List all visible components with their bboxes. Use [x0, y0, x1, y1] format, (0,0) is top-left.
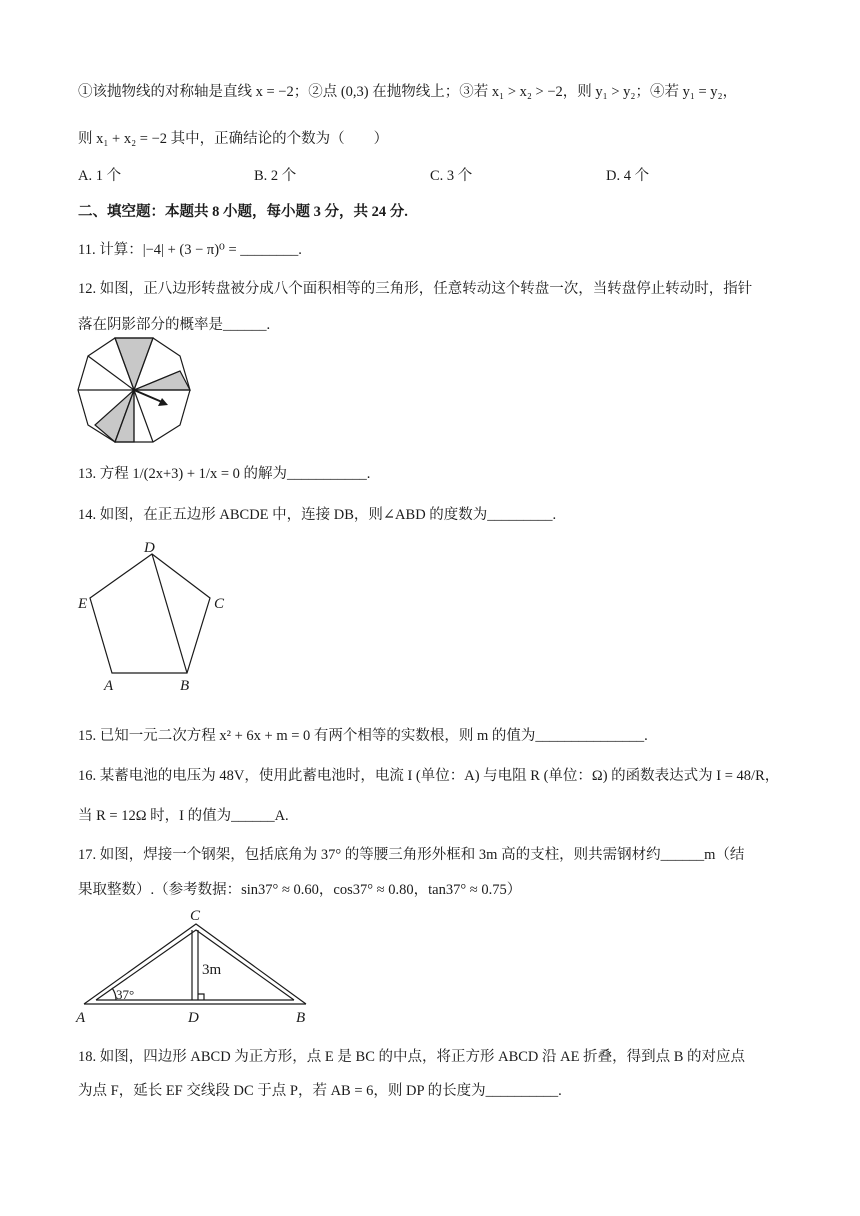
steel-frame-figure [74, 906, 324, 1026]
q10-statement-line2: 则 x₁ + x₂ = −2 其中，正确结论的个数为（ ） [78, 131, 389, 147]
question-17-line2: 果取整数）.（参考数据：sin37° ≈ 0.60，cos37° ≈ 0.80，tan37° ≈ 0.75） [78, 882, 522, 898]
label-c: C [190, 908, 201, 924]
q10-option-d: D. 4 个 [606, 168, 650, 184]
q10-statement-line1: ①该抛物线的对称轴是直线 x = −2；②点 (0,3) 在抛物线上；③若 x₁ > x₂ > −2，则 y₁ > y₂；④若 y₁ = y₂， [78, 84, 738, 100]
q10-option-a: A. 1 个 [78, 168, 122, 184]
pentagon-outline [90, 554, 210, 673]
shaded-sector-top [115, 338, 153, 390]
label-b: B [180, 678, 190, 694]
question-18-line1: 18. 如图，四边形 ABCD 为正方形，点 E 是 BC 的中点，将正方形 ABCD 沿 AE 折叠，得到点 B 的对应点 [78, 1049, 746, 1065]
label-b: B [296, 1010, 306, 1026]
question-16-line1: 16. 某蓄电池的电压为 48V，使用此蓄电池时，电流 I (单位：A) 与电阻 R (单位：Ω) 的函数表达式为 I = 48/R， [78, 768, 780, 784]
question-12-line2: 落在阴影部分的概率是______. [78, 317, 271, 333]
label-d: D [188, 1010, 199, 1026]
octagon-spinner-figure [74, 336, 200, 444]
question-18-line2: 为点 F，延长 EF 交线段 DC 于点 P，若 AB = 6，则 DP 的长度为__________. [78, 1083, 562, 1099]
segment-db [152, 554, 187, 673]
q10-option-b: B. 2 个 [254, 168, 297, 184]
question-12-line1: 12. 如图，正八边形转盘被分成八个面积相等的三角形，任意转动这个转盘一次，当转盘停止转动时，指针 [78, 281, 753, 297]
pentagon-figure [74, 536, 234, 694]
label-a: A [76, 1010, 86, 1026]
section-heading: 二、填空题：本题共 8 小题，每小题 3 分，共 24 分. [78, 204, 408, 220]
question-13: 13. 方程 1/(2x+3) + 1/x = 0 的解为___________. [78, 466, 371, 482]
label-e: E [78, 596, 88, 612]
question-14: 14. 如图，在正五边形 ABCDE 中，连接 DB，则∠ABD 的度数为_________. [78, 507, 557, 523]
question-15: 15. 已知一元二次方程 x² + 6x + m = 0 有两个相等的实数根，则 m 的值为_______________. [78, 728, 648, 744]
label-angle: 37° [116, 987, 135, 1002]
label-c: C [214, 596, 225, 612]
question-11: 11. 计算：|−4| + (3 − π)⁰ = ________. [78, 242, 302, 258]
label-d: D [144, 540, 155, 556]
label-a: A [104, 678, 114, 694]
question-17-line1: 17. 如图，焊接一个钢架，包括底角为 37° 的等腰三角形外框和 3m 高的支柱，则共需钢材约______m（结 [78, 847, 745, 863]
right-angle-mark [198, 994, 204, 1000]
question-16-line2: 当 R = 12Ω 时，I 的值为______A. [78, 808, 289, 824]
label-height: 3m [202, 962, 222, 978]
q10-option-c: C. 3 个 [430, 168, 473, 184]
